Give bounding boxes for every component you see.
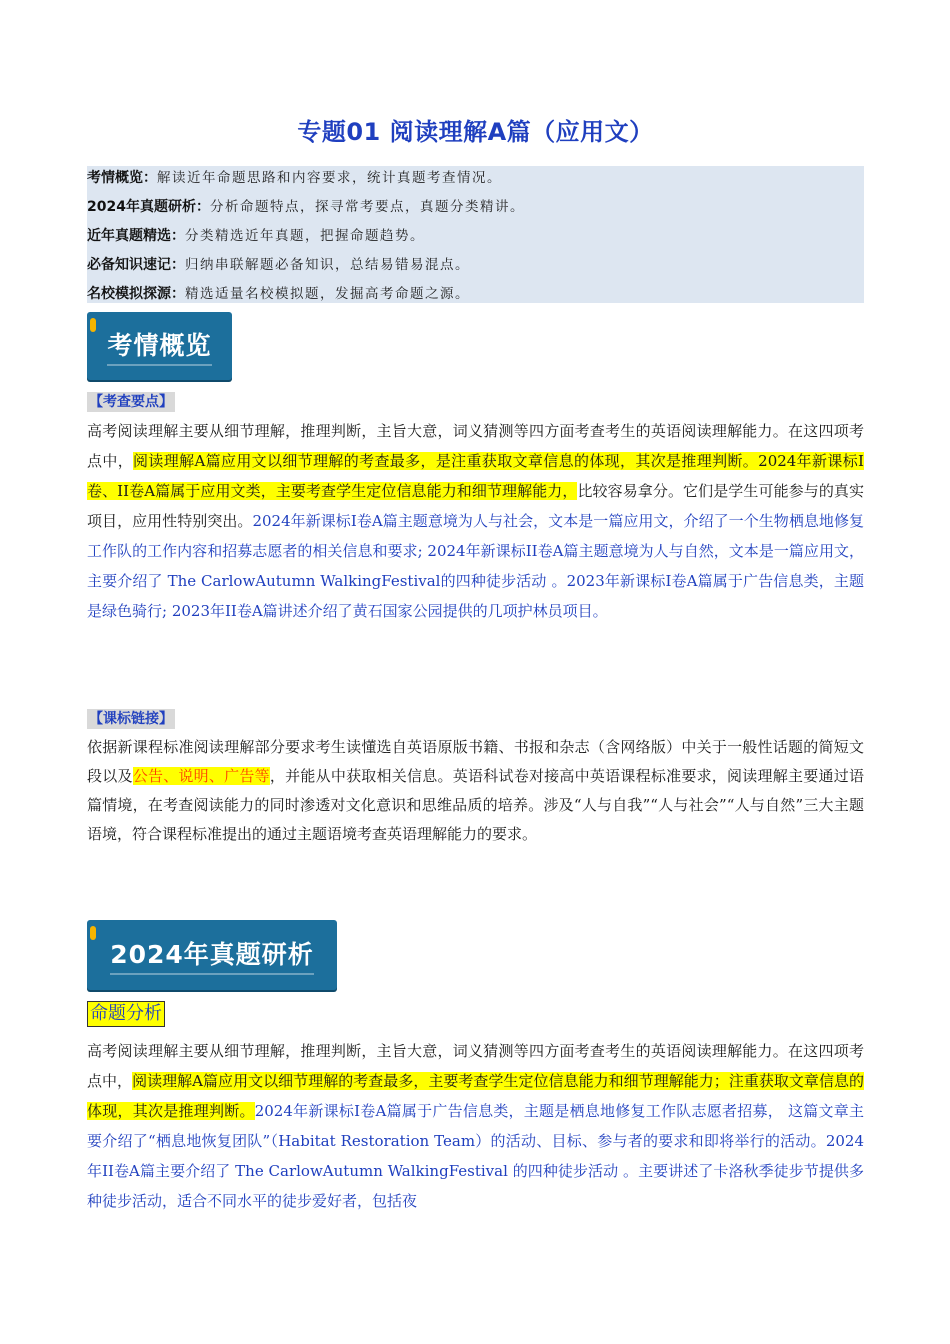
banner-label: 2024年真题研析 <box>110 935 314 975</box>
page-title: 专题01 阅读理解A篇（应用文） <box>297 118 654 146</box>
overview-value: 分析命题特点，探寻常考要点，真题分类精讲。 <box>209 199 525 215</box>
paragraph-curriculum <box>87 733 864 849</box>
overview-value: 归纳串联解题必备知识，总结易错易混点。 <box>185 257 470 273</box>
overview-key: 考情概览： <box>87 170 157 186</box>
overview-value: 分类精选近年真题，把握命题趋势。 <box>185 228 425 244</box>
paragraph-key-points <box>87 416 864 626</box>
overview-value: 解读近年命题思路和内容要求，统计真题考查情况。 <box>157 170 502 186</box>
text-run: 依据新课程标准阅读理解部分要求考生读懂选自英语原版书籍、书报和杂志（含网络版）中关于一般性话题的简短文段以及 <box>87 738 864 785</box>
section-tag-key-points: 【考查要点】 <box>89 394 173 410</box>
overview-key: 名校模拟探源： <box>87 286 185 302</box>
overview-row <box>87 167 502 189</box>
text-run: ，并能从中获取相关信息。英语科试卷对接高中英语课程标准要求，阅读理解主要通过语篇情境，在考查阅读能力的同时渗透对文化意识和思维品质的培养。涉及“人与自我”“人与社会”“人与自然”三大主题语境，符合课程标准提出的通过主题语境考查英语理解能力的要求。 <box>87 767 864 843</box>
section-banner-2024 <box>87 920 337 990</box>
overview-key: 必备知识速记： <box>87 257 185 273</box>
highlighted-text: 阅读理解A篇应用文以细节理解的考查最多，主要考查学生定位信息能力和细节理解能力；注重获取文章信息的体现，其次是推理判断。 <box>87 1072 864 1120</box>
overview-value: 精选适量名校模拟题，发掘高考命题之源。 <box>185 286 470 302</box>
section-tag-curriculum: 【课标链接】 <box>89 711 173 727</box>
banner-label: 考情概览 <box>107 326 211 366</box>
blue-text: 2024年新课标I卷A篇属于广告信息类，主题是栖息地修复工作队志愿者招募， 这篇文章主要介绍了“栖息地恢复团队”（Habitat Restoration Team）的活动、目标、参与者的要求和即将举行的活动。2024年II卷A篇主要介绍了 The CarlowAutumn WalkingFestival 的四种徒步活动 。主要讲述了卡洛秋季徒步节提供多种徒步活动，适合不同水平的徒步爱好者，包括夜 <box>87 1102 864 1210</box>
overview-key: 2024年真题研析： <box>87 199 210 215</box>
overview-box <box>87 166 864 303</box>
highlighted-text: 公告、说明、广告等 <box>132 767 270 785</box>
text-run: 高考阅读理解主要从细节理解，推理判断，主旨大意，词义猜测等四方面考查考生的英语阅读理解能力。在这四项考点中， <box>87 1042 864 1090</box>
text-run: 高考阅读理解主要从细节理解，推理判断，主旨大意，词义猜测等四方面考查考生的英语阅读理解能力。在这四项考点中， <box>87 422 864 470</box>
overview-row <box>87 225 425 247</box>
text-run: 比较容易拿分。它们是学生可能参与的真实项目，应用性特别突出。 <box>87 482 864 530</box>
overview-row <box>87 254 470 276</box>
highlighted-text: 阅读理解A篇应用文以细节理解的考查最多，是注重获取文章信息的体现，其次是推理判断。2024年新课标I卷、II卷A篇属于应用文类，主要考查学生定位信息能力和细节理解能力， <box>87 452 864 500</box>
blue-text: 2024年新课标I卷A篇主题意境为人与社会，文本是一篇应用文，介绍了一个生物栖息地修复工作队的工作内容和招募志愿者的相关信息和要求; 2024年新课标II卷A篇主题意境为人与自然，文本是一篇应用文，主要介绍了 The CarlowAutumn WalkingFestival的四种徒步活动 。2023年新课标I卷A篇属于广告信息类，主题是绿色骑行; 2023年II卷A篇讲述介绍了黄石国家公园提供的几项护林员项目。 <box>87 512 864 620</box>
section-banner-overview <box>87 312 232 380</box>
boxed-heading: 命题分析 <box>87 1001 165 1027</box>
overview-row <box>87 196 525 218</box>
overview-row <box>87 283 470 305</box>
overview-key: 近年真题精选： <box>87 228 185 244</box>
paragraph-analysis <box>87 1036 864 1216</box>
